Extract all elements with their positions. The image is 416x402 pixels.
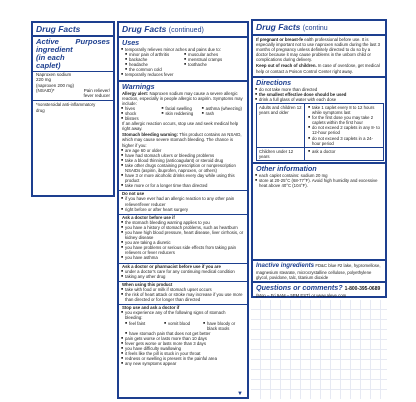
inactive-ingredients [253, 261, 385, 280]
ask-doctor-list [119, 220, 247, 261]
uses-intro: ■ temporarily relieves minor aches and pains due to: [125, 47, 244, 52]
inactive-title: Inactive ingredients [256, 262, 315, 269]
uses-fever: ■ temporarily reduces fever [125, 72, 244, 77]
symptom-item: ■ shock [125, 111, 163, 116]
do-not-use-list [119, 196, 247, 211]
list-item: ■ right before or after heart surgery [125, 207, 244, 212]
purposes-label: Purposes [75, 37, 110, 46]
active-ingredient-label: Active ingredient (in each caplet) [36, 37, 73, 70]
list-item: ■ each caplet contains: sodium 20 mg [259, 173, 382, 178]
list-item: ■ if you have ever had an allergic reaction to any other pain reliever/fever reducer [125, 196, 244, 206]
list-item: ■ pain gets worse or lasts more than 10 days [125, 336, 244, 341]
use-item: ■ menstrual cramps [188, 57, 244, 62]
table-cell: Adults and children 12 years and older [257, 103, 305, 147]
warnings-title: Warnings [122, 81, 155, 91]
ingredient-class: (NSAID)* [36, 87, 55, 93]
sign-item: ■ feel faint [129, 321, 166, 331]
ingredient-dose: 220 mg [36, 77, 52, 83]
symptom-item: ■ blisters [125, 116, 163, 121]
stop-use-list-3 [119, 336, 247, 367]
directions-title: Directions [256, 77, 292, 87]
panel-title [253, 21, 385, 34]
uses-grid [119, 52, 247, 72]
use-item: ■ headache [129, 62, 185, 67]
list-item: ■ do not take more than directed [259, 87, 382, 92]
sign-item: ■ vomit blood [168, 321, 205, 331]
table-cell [305, 103, 384, 147]
inactive-ingredients-block [251, 259, 387, 283]
list-item: ■ take with food or milk if stomach upset occurs [125, 287, 244, 292]
symptom-item: ■ hives [125, 106, 163, 111]
bleeding-signs [119, 321, 247, 331]
pregnancy-text: ealth professional before use. It is especially important not to use naproxen sodium during the last 3 months of pregnancy unless definitely directed to do so by a doctor because it may cause problems in the unborn child or complications during delivery. [256, 37, 380, 63]
list-item: ■ are age 60 or older [125, 148, 244, 153]
questions-label: Questions or comments? [256, 283, 343, 292]
panel-title: Drug Facts [36, 24, 81, 34]
list-item: ■ have had stomach ulcers or bleeding problems [125, 153, 244, 158]
questions-hours: (Mon – Fri 9AM – 5PM EST) or www.aleve.com [256, 293, 347, 298]
list-item: ■ drink a full glass of water with each dose [259, 97, 382, 102]
stop-use-title: Stop use and ask a doctor if [122, 305, 180, 311]
inactive-text: FD&C blue #2 lake, hypromellose, magnesium stearate, microcrystalline cellulose, polyethylene glycol, povidone, talc, titanium dioxide [256, 263, 381, 281]
pregnancy-lead: If pregnant or breast-fe [256, 37, 304, 42]
list-item: ■ you have problems or serious side effects from taking pain relievers or fever reducers [125, 245, 244, 255]
symptom-item: ■ rash [206, 111, 244, 116]
use-item: ■ backache [129, 57, 185, 62]
background-grid [251, 300, 387, 399]
list-item: ■ the stomach bleeding warning applies to you [125, 220, 244, 225]
list-item: ■ have 3 or more alcoholic drinks every day while using this product [125, 173, 244, 183]
do-not-use-title: Do not use [122, 191, 145, 197]
other-info-title: Other information [256, 163, 317, 173]
allergy-text: Naproxen sodium may cause a severe allergic reaction, especially in people allergic to aspirin. Symptoms may include: [122, 90, 243, 106]
purpose-text: Pain reliever/ [83, 87, 110, 93]
list-item: ■ you have asthma [125, 255, 244, 260]
table-row [257, 103, 384, 147]
panel-title-text: Drug Facts [256, 22, 301, 32]
list-item: ■ you have a history of stomach problems, such as heartburn [125, 225, 244, 230]
purpose-text: fever reducer [83, 93, 110, 99]
stomach-list [119, 148, 247, 189]
allergy-alert [119, 91, 247, 106]
list-item: ■ ask a doctor [312, 149, 381, 154]
list-item: ■ fever gets worse or lasts more than 3 days [125, 341, 244, 346]
list-item: ■ do not exceed 2 caplets in any 8- to 12-hour period [312, 125, 381, 135]
use-item: ■ the common cold [129, 67, 185, 72]
list-item: ■ taking any other drug [125, 274, 244, 279]
sign-item: ■ have bloody or black stools [207, 321, 244, 331]
list-item: ■ redness or swelling is present in the painful area [125, 356, 244, 361]
keep-out-of-reach [253, 63, 385, 73]
use-item: ■ minor pain of arthritis [129, 52, 185, 57]
panel-title [119, 23, 247, 36]
allergy-lead: Allergy alert: [122, 90, 149, 96]
list-item: ■ you experience any of the following signs of stomach bleeding: [125, 310, 244, 320]
drug-facts-panel-3 [251, 19, 387, 261]
ask-pharmacist-list [119, 269, 247, 279]
stomach-lead: Stomach bleeding warning: [122, 132, 179, 138]
table-row [257, 147, 384, 160]
ingredient-name: Naproxen sodium [36, 72, 72, 77]
list-item: ■ you have difficulty swallowing [125, 346, 244, 351]
list-item: ■ the smallest effective dose should be used [259, 92, 382, 97]
list-item: ■ take more or for a longer time than directed [125, 183, 244, 188]
use-item: ■ muscular aches [188, 52, 244, 57]
drug-facts-panel-1 [31, 21, 115, 197]
stomach-warning [119, 132, 247, 147]
list-item: ■ it feels like the pill is stuck in your throat [125, 351, 244, 356]
list-item: ■ for the first dose you may take 2 caplets within the first hour [312, 115, 381, 125]
drug-facts-panel-2 [117, 21, 249, 399]
ask-doctor-title: Ask a doctor before use if [122, 214, 175, 220]
uses-title: Uses [122, 38, 140, 47]
list-item: ■ store at 20-25°C (68-77°F). Avoid high humidity and excessive heat above 40°C (104°F). [259, 178, 382, 188]
questions-title [253, 283, 385, 293]
symptom-item: ■ facial swelling [165, 106, 203, 111]
active-ingredient-header [33, 37, 113, 70]
directions-list [253, 87, 385, 102]
stomach-text: This product contains an NSAID, which may cause severe stomach bleeding. The chance is higher if you: [122, 132, 242, 148]
continued-label: (continued) [168, 27, 204, 34]
footnote: *nonsteroidal anti-inflammatory drug [36, 102, 96, 113]
keep-lead: Keep out of reach of children. [256, 63, 317, 69]
symptom-item: ■ asthma (wheezing) [206, 106, 244, 111]
table-cell [305, 147, 384, 160]
list-item: ■ take a blood thinning (anticoagulant) or steroid drug [125, 158, 244, 163]
allergy-symptoms [119, 106, 247, 121]
list-item: ■ you have high blood pressure, heart disease, liver cirrhosis, or kidney disease [125, 230, 244, 240]
panel-title-text: Drug Facts [122, 24, 167, 34]
phone-number[interactable]: 1-800-395-0689 [344, 286, 381, 292]
pregnancy-warning [253, 36, 385, 62]
list-item: ■ take 1 caplet every 8 to 12 hours while symptoms last [312, 105, 381, 115]
when-using-title: When using this product [122, 281, 173, 287]
stop-use-list [119, 310, 247, 320]
ask-pharmacist-title: Ask a doctor or pharmacist before use if you are [122, 263, 221, 269]
questions-block [251, 281, 387, 298]
list-item: ■ the risk of heart attack or stroke may increase if you use more than directed or for longer than directed [125, 292, 244, 302]
when-using-list [119, 287, 247, 302]
continued-label: (continu [302, 25, 328, 32]
dosage-table [256, 103, 384, 161]
keep-text: In case of overdose, get medical help or contact a Poison Control Center right away. [256, 63, 380, 74]
allergy-tail: If an allergic reaction occurs, stop use and seek medical help right away. [122, 121, 239, 132]
list-item: ■ have stomach pain that does not get better [129, 331, 244, 336]
symptom-item: ■ skin reddening [165, 111, 203, 116]
ingredient-equivalent: (naproxen 200 mg) [36, 82, 75, 88]
use-item: ■ toothache [188, 62, 244, 67]
table-cell: Children under 12 years [257, 147, 305, 160]
list-item: ■ any new symptoms appear [125, 361, 244, 366]
other-info-list [253, 173, 385, 188]
list-item: ■ take other drugs containing prescription or nonprescription NSAIDs (aspirin, ibuprofen, naproxen, or others) [125, 163, 244, 173]
list-item: ■ under a doctor's care for any continuing medical condition [125, 269, 244, 274]
ingredient-row [33, 93, 113, 98]
list-item: ■ do not exceed 3 caplets in a 24-hour period [312, 136, 381, 146]
continue-arrow-icon: ▼ [237, 391, 243, 397]
list-item: ■ you are taking a diuretic [125, 240, 244, 245]
